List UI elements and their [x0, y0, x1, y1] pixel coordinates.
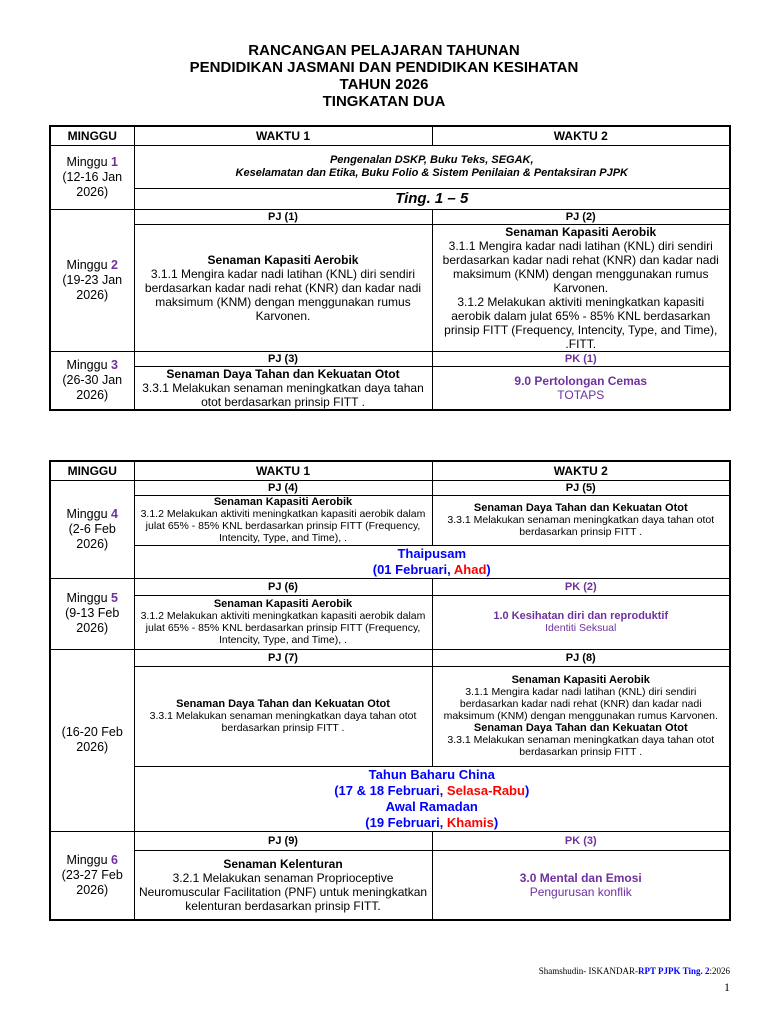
- lesson-code: PJ (5): [432, 480, 730, 495]
- document-header: [0, 42, 768, 110]
- lesson-cell: [134, 595, 432, 649]
- lesson-title: Senaman Kapasiti Aerobik: [511, 674, 650, 686]
- lesson-code: PJ (1): [134, 209, 432, 224]
- week-dates: (12-16 Jan 2026): [62, 169, 123, 199]
- holiday-date: (01 Februari, Ahad): [372, 561, 491, 577]
- col-header-waktu-1: WAKTU 1: [134, 126, 432, 145]
- lesson-title: Senaman Kapasiti Aerobik: [213, 496, 353, 508]
- table-row: [50, 578, 730, 595]
- week-dates: (2-6 Feb 2026): [68, 521, 116, 551]
- lesson-title: Senaman Daya Tahan dan Kekuatan Otot: [166, 366, 400, 381]
- lesson-cell: [134, 495, 432, 545]
- lesson-cell: [432, 666, 730, 766]
- header-year: TAHUN 2026: [339, 76, 429, 93]
- lesson-code: PJ (8): [432, 649, 730, 666]
- lesson-title: Senaman Daya Tahan dan Kekuatan Otot: [473, 502, 688, 514]
- lesson-code: PJ (9): [134, 831, 432, 850]
- lesson-title: Senaman Kelenturan: [223, 856, 343, 871]
- schedule-table-1: [49, 125, 731, 411]
- lesson-cell: [432, 595, 730, 649]
- col-header-waktu-1: WAKTU 1: [134, 461, 432, 480]
- lesson-text: Identiti Seksual: [545, 622, 617, 634]
- table-header-row: [50, 126, 730, 145]
- lesson-text: TOTAPS: [557, 387, 605, 402]
- form-range-label: Ting. 1 – 5: [134, 188, 730, 209]
- table-row: [50, 224, 730, 351]
- lesson-text: 3.3.1 Melakukan senaman meningkatkan daya tahan otot berdasarkan prinsip FITT .: [447, 734, 715, 758]
- table-row: [50, 351, 730, 366]
- lesson-title: Senaman Daya Tahan dan Kekuatan Otot: [176, 698, 390, 710]
- lesson-text: 3.1.1 Mengira kadar nadi latihan (KNL) diri sendiri berdasarkan kadar nadi rehat (KNR) dan kadar nadi maksimum (KNM) dengan menggunakan rumus Karvonen.: [443, 686, 718, 722]
- table-row: [50, 545, 730, 578]
- lesson-cell: [134, 224, 432, 351]
- lesson-text: 3.1.1 Mengira kadar nadi latihan (KNL) diri sendiri berdasarkan kadar nadi rehat (KNR) dan kadar nadi maksimum (KNM) dengan menggunakan rumus Karvonen.: [442, 238, 719, 295]
- lesson-title: 3.0 Mental dan Emosi: [519, 870, 642, 885]
- week-cell-1: Minggu 1 (12-16 Jan 2026): [50, 145, 134, 209]
- lesson-cell: [432, 850, 730, 920]
- table-row: [50, 495, 730, 545]
- col-header-week: MINGGU: [50, 126, 134, 145]
- week-number: 1: [111, 154, 118, 169]
- week-number: 2: [111, 257, 118, 272]
- holiday-cell: [134, 545, 730, 578]
- lesson-cell: [134, 666, 432, 766]
- lesson-text: Pengurusan konflik: [529, 884, 632, 899]
- col-header-waktu-2: WAKTU 2: [432, 126, 730, 145]
- table-row: [50, 595, 730, 649]
- holiday-name: Thaipusam: [397, 545, 467, 561]
- week-cell-holiday: [50, 649, 134, 831]
- col-header-week: MINGGU: [50, 461, 134, 480]
- week-cell-5: Minggu 5 (9-13 Feb 2026): [50, 578, 134, 649]
- lesson-title: Senaman Daya Tahan dan Kekuatan Otot: [473, 722, 688, 734]
- lesson-cell: [134, 366, 432, 410]
- week-dates: (19-23 Jan 2026): [62, 272, 123, 302]
- lesson-code: PJ (7): [134, 649, 432, 666]
- lesson-title: Senaman Kapasiti Aerobik: [207, 252, 359, 267]
- lesson-text: 3.3.1 Melakukan senaman meningkatkan daya tahan otot berdasarkan prinsip FITT .: [149, 710, 417, 734]
- lesson-cell: [432, 224, 730, 351]
- table-row: [50, 831, 730, 850]
- table-row: [50, 188, 730, 209]
- table-row: [50, 666, 730, 766]
- lesson-text: 3.3.1 Melakukan senaman meningkatkan daya tahan otot berdasarkan prinsip FITT .: [447, 514, 715, 538]
- lesson-code: PK (2): [432, 578, 730, 595]
- week-cell-2: Minggu 2 (19-23 Jan 2026): [50, 209, 134, 351]
- table-row: [50, 850, 730, 920]
- lesson-text: 3.2.1 Melakukan senaman Proprioceptive Neuromuscular Facilitation (PNF) untuk meningkatkan kelenturan berdasarkan prinsip FITT.: [138, 870, 428, 913]
- lesson-code: PJ (3): [134, 351, 432, 366]
- lesson-text: 3.1.2 Melakukan aktiviti meningkatkan kapasiti aerobik dalam julat 65% - 85% KNL berdasarkan prinsip FITT (Frequency, Intencity, Type, and Time), .FITT.: [444, 294, 718, 351]
- holiday-cell: [134, 766, 730, 831]
- week-dates: (23-27 Feb 2026): [61, 867, 123, 897]
- table-header-row: [50, 461, 730, 480]
- lesson-text: 3.3.1 Melakukan senaman meningkatkan daya tahan otot berdasarkan prinsip FITT .: [142, 380, 424, 409]
- lesson-code: PJ (2): [432, 209, 730, 224]
- week-dates: (9-13 Feb 2026): [65, 606, 120, 635]
- intro-cell: Pengenalan DSKP, Buku Teks, SEGAK, Keselamatan dan Etika, Buku Folio & Sistem Penilaian & Pentaksiran PJPK: [134, 145, 730, 188]
- header-subject: PENDIDIKAN JASMANI DAN PENDIDIKAN KESIHATAN: [189, 59, 579, 76]
- holiday-date: (17 & 18 Februari, Selasa-Rabu): [334, 782, 530, 798]
- table-row: [50, 649, 730, 666]
- table-row: [50, 480, 730, 495]
- week-dates: (26-30 Jan 2026): [62, 372, 123, 402]
- table-row: [50, 366, 730, 410]
- week-cell-6: Minggu 6 (23-27 Feb 2026): [50, 831, 134, 920]
- week-number: 5: [111, 591, 118, 605]
- lesson-text: 3.1.2 Melakukan aktiviti meningkatkan kapasiti aerobik dalam julat 65% - 85% KNL berdasarkan prinsip FITT (Frequency, Intencity, Type, and Time), .: [140, 508, 426, 544]
- lesson-code: PK (3): [432, 831, 730, 850]
- lesson-title: 9.0 Pertolongan Cemas: [514, 373, 648, 388]
- schedule-table-2: [49, 460, 731, 921]
- lesson-code: PJ (4): [134, 480, 432, 495]
- lesson-title: Senaman Kapasiti Aerobik: [505, 224, 657, 239]
- week-number: 3: [111, 357, 118, 372]
- lesson-text: 3.1.1 Mengira kadar nadi latihan (KNL) diri sendiri berdasarkan kadar nadi rehat (KNR) dan kadar nadi maksimum (KNM) dengan menggunakan rumus Karvonen.: [144, 266, 422, 323]
- week-dates: (16-20 Feb 2026): [61, 725, 123, 754]
- week-number: 4: [111, 506, 118, 521]
- week-number: 6: [111, 852, 118, 867]
- table-row: [50, 145, 730, 188]
- page-number: 1: [724, 980, 730, 994]
- page-footer: Shamshudin- ISKANDAR-RPT PJPK Ting. 2:2026: [538, 966, 730, 976]
- lesson-cell: [432, 366, 730, 410]
- lesson-cell: [134, 850, 432, 920]
- week-cell-4: Minggu 4 (2-6 Feb 2026): [50, 480, 134, 578]
- table-row: [50, 209, 730, 224]
- col-header-waktu-2: WAKTU 2: [432, 461, 730, 480]
- header-title: RANCANGAN PELAJARAN TAHUNAN: [248, 42, 520, 59]
- holiday-name: Tahun Baharu China: [368, 766, 495, 782]
- lesson-title: Senaman Kapasiti Aerobik: [213, 598, 353, 610]
- lesson-text: 3.1.2 Melakukan aktiviti meningkatkan kapasiti aerobik dalam julat 65% - 85% KNL berdasarkan prinsip FITT (Frequency, Intencity, Type, and Time), .: [140, 610, 426, 646]
- week-cell-3: Minggu 3 (26-30 Jan 2026): [50, 351, 134, 410]
- lesson-cell: [432, 495, 730, 545]
- header-form: TINGKATAN DUA: [322, 93, 446, 110]
- lesson-code: PJ (6): [134, 578, 432, 595]
- lesson-title: 1.0 Kesihatan diri dan reproduktif: [493, 610, 669, 622]
- table-row: [50, 766, 730, 831]
- lesson-code: PK (1): [432, 351, 730, 366]
- holiday-name: Awal Ramadan: [385, 798, 478, 814]
- holiday-date: (19 Februari, Khamis): [365, 814, 499, 830]
